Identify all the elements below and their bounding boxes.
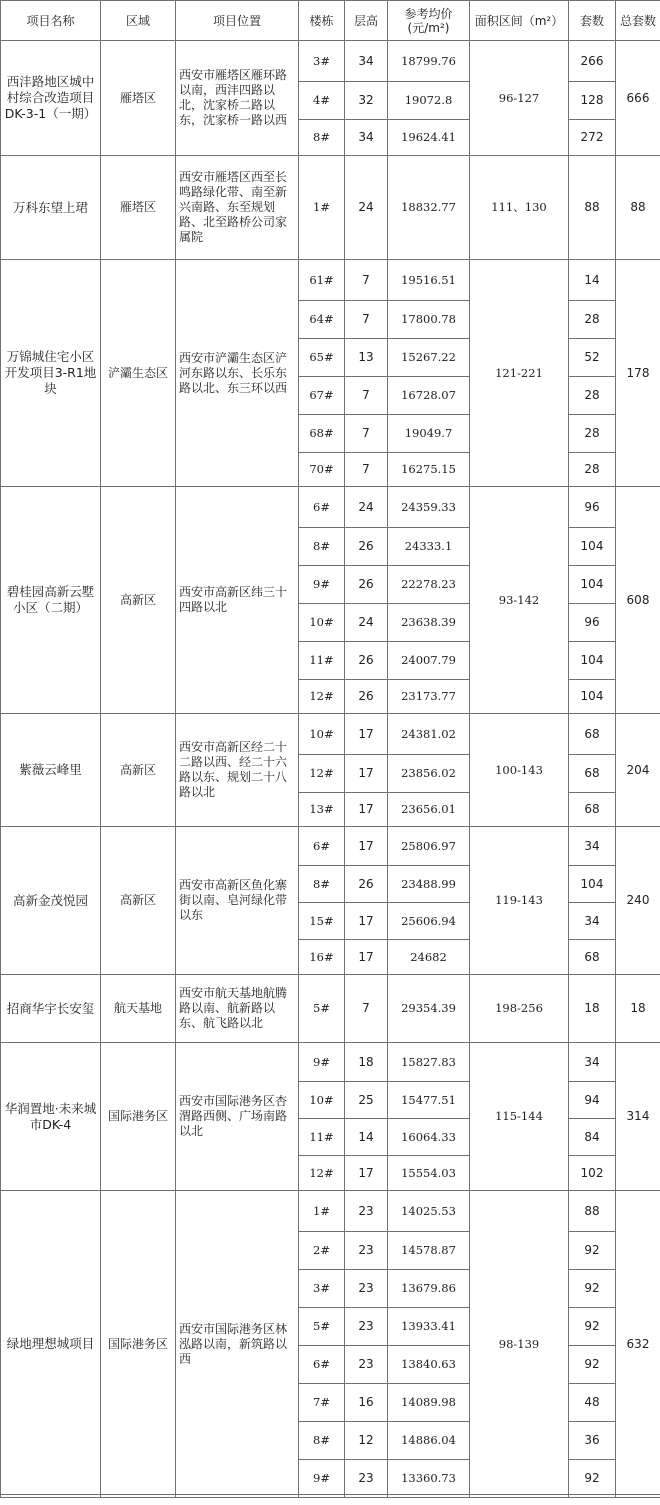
area-range-cell: 93-142: [470, 487, 569, 714]
price-cell: 17800.78: [388, 301, 470, 339]
price-cell: 13933.41: [388, 1308, 470, 1346]
price-cell: 15477.51: [388, 1082, 470, 1119]
floors-cell: 17: [345, 827, 388, 866]
price-cell: 16064.33: [388, 1119, 470, 1156]
price-cell: 19624.41: [388, 120, 470, 156]
building-cell: 8#: [299, 1422, 345, 1460]
table-row: [1, 1043, 660, 1082]
building-cell: 12#: [299, 1156, 345, 1191]
area-range-cell: 111、130: [470, 156, 569, 260]
floors-cell: 25: [345, 1082, 388, 1119]
building-cell: 3#: [299, 41, 345, 82]
floors-cell: 13: [345, 339, 388, 377]
header-units: 套数: [569, 1, 616, 41]
header-building: 楼栋: [299, 1, 345, 41]
price-cell: 16728.07: [388, 377, 470, 415]
building-cell: 12#: [299, 680, 345, 714]
price-cell: 24682: [388, 940, 470, 975]
area-range-cell: 100-143: [470, 714, 569, 827]
building-cell: 9#: [299, 1043, 345, 1082]
area-range-cell: 119-143: [470, 827, 569, 975]
table-row: [1, 487, 660, 528]
building-cell: 15#: [299, 903, 345, 940]
floors-cell: 7: [345, 453, 388, 487]
building-cell: 5#: [299, 1308, 345, 1346]
floors-cell: 17: [345, 793, 388, 827]
total-units-cell: 88: [616, 156, 660, 260]
floors-cell: 23: [345, 1346, 388, 1384]
price-cell: 23656.01: [388, 793, 470, 827]
header-district: 区域: [101, 1, 176, 41]
total-units-cell: 178: [616, 260, 660, 487]
price-cell: 23173.77: [388, 680, 470, 714]
area-range-cell: 198-256: [470, 975, 569, 1043]
units-cell: 92: [569, 1232, 616, 1270]
floors-cell: 23: [345, 1460, 388, 1498]
price-cell: 14578.87: [388, 1232, 470, 1270]
floors-cell: 17: [345, 903, 388, 940]
floors-cell: 14: [345, 1119, 388, 1156]
project-name-cell: 招商华宇长安玺: [1, 975, 101, 1043]
units-cell: 104: [569, 528, 616, 566]
building-cell: 3#: [299, 1270, 345, 1308]
price-cell: 13679.86: [388, 1270, 470, 1308]
building-cell: 13#: [299, 793, 345, 827]
units-cell: 68: [569, 793, 616, 827]
table-row: [1, 827, 660, 866]
building-cell: 6#: [299, 827, 345, 866]
project-name-cell: 紫薇云峰里: [1, 714, 101, 827]
district-cell: 高新区: [101, 487, 176, 714]
total-units-cell: 240: [616, 827, 660, 975]
project-name-cell: 华润置地·未来城市DK-4: [1, 1043, 101, 1191]
table-row: [1, 41, 660, 82]
building-cell: 61#: [299, 260, 345, 301]
floors-cell: 12: [345, 1422, 388, 1460]
units-cell: 96: [569, 487, 616, 528]
price-cell: 24007.79: [388, 642, 470, 680]
building-cell: 1#: [299, 156, 345, 260]
building-cell: 2#: [299, 1232, 345, 1270]
project-name-cell: 绿地理想城项目: [1, 1191, 101, 1498]
location-cell: 西安市国际港务区杏渭路西侧、广场南路以北: [176, 1043, 299, 1191]
building-cell: 68#: [299, 415, 345, 453]
floors-cell: 7: [345, 415, 388, 453]
building-cell: 7#: [299, 1384, 345, 1422]
building-cell: 1#: [299, 1191, 345, 1232]
units-cell: 104: [569, 680, 616, 714]
units-cell: 92: [569, 1270, 616, 1308]
table-body: [1, 1, 660, 1498]
price-cell: 22278.23: [388, 566, 470, 604]
area-range-cell: 121-221: [470, 260, 569, 487]
total-units-cell: 608: [616, 487, 660, 714]
location-cell: 西安市国际港务区林泓路以南，新筑路以西: [176, 1191, 299, 1498]
price-cell: 19049.7: [388, 415, 470, 453]
price-cell: 24359.33: [388, 487, 470, 528]
price-cell: 24333.1: [388, 528, 470, 566]
units-cell: 34: [569, 827, 616, 866]
units-cell: 88: [569, 1191, 616, 1232]
units-cell: 36: [569, 1422, 616, 1460]
floors-cell: 17: [345, 1156, 388, 1191]
district-cell: 雁塔区: [101, 41, 176, 156]
building-cell: 6#: [299, 487, 345, 528]
units-cell: 94: [569, 1082, 616, 1119]
table-row: [1, 260, 660, 301]
building-cell: 16#: [299, 940, 345, 975]
price-cell: 19516.51: [388, 260, 470, 301]
units-cell: 68: [569, 714, 616, 755]
units-cell: 104: [569, 642, 616, 680]
location-cell: 西安市高新区纬三十四路以北: [176, 487, 299, 714]
price-cell: 13840.63: [388, 1346, 470, 1384]
units-cell: 48: [569, 1384, 616, 1422]
project-name-cell: 高新金茂悦园: [1, 827, 101, 975]
floors-cell: 26: [345, 528, 388, 566]
building-cell: 70#: [299, 453, 345, 487]
units-cell: 92: [569, 1308, 616, 1346]
district-cell: 国际港务区: [101, 1043, 176, 1191]
location-cell: 西安市高新区鱼化寨街以南、皂河绿化带以东: [176, 827, 299, 975]
location-cell: 西安市高新区经二十二路以西、经二十六路以东、规划二十八路以北: [176, 714, 299, 827]
units-cell: 28: [569, 377, 616, 415]
price-cell: 29354.39: [388, 975, 470, 1043]
units-cell: 68: [569, 940, 616, 975]
header-price: [388, 1, 470, 41]
area-range-cell: 96-127: [470, 41, 569, 156]
building-cell: 64#: [299, 301, 345, 339]
project-name-cell: 碧桂园高新云墅小区（二期）: [1, 487, 101, 714]
units-cell: 92: [569, 1460, 616, 1498]
location-cell: 西安市雁塔区西至长鸣路绿化带、南至新兴南路、东至规划路、北至路桥公司家属院: [176, 156, 299, 260]
total-units-cell: 204: [616, 714, 660, 827]
units-cell: 104: [569, 866, 616, 903]
header-total: 总套数: [616, 1, 660, 41]
header-row: [1, 1, 660, 41]
location-cell: 西安市浐灞生态区浐河东路以东、长乐东路以北、东三环以西: [176, 260, 299, 487]
units-cell: 14: [569, 260, 616, 301]
price-cell: 14886.04: [388, 1422, 470, 1460]
building-cell: 10#: [299, 1082, 345, 1119]
floors-cell: 26: [345, 680, 388, 714]
floors-cell: 7: [345, 975, 388, 1043]
floors-cell: 17: [345, 714, 388, 755]
next-row-stub: [0, 1494, 660, 1505]
units-cell: 128: [569, 82, 616, 120]
price-cell: 13360.73: [388, 1460, 470, 1498]
units-cell: 102: [569, 1156, 616, 1191]
building-cell: 65#: [299, 339, 345, 377]
area-range-cell: 115-144: [470, 1043, 569, 1191]
units-cell: 18: [569, 975, 616, 1043]
units-cell: 92: [569, 1346, 616, 1384]
price-cell: 14089.98: [388, 1384, 470, 1422]
floors-cell: 17: [345, 755, 388, 793]
district-cell: 高新区: [101, 714, 176, 827]
building-cell: 10#: [299, 714, 345, 755]
building-cell: 8#: [299, 866, 345, 903]
area-range-cell: 98-139: [470, 1191, 569, 1498]
floors-cell: 24: [345, 156, 388, 260]
floors-cell: 18: [345, 1043, 388, 1082]
price-cell: 15554.03: [388, 1156, 470, 1191]
building-cell: 67#: [299, 377, 345, 415]
floors-cell: 23: [345, 1232, 388, 1270]
units-cell: 28: [569, 301, 616, 339]
floors-cell: 32: [345, 82, 388, 120]
floors-cell: 16: [345, 1384, 388, 1422]
table-row: [1, 975, 660, 1043]
district-cell: 国际港务区: [101, 1191, 176, 1498]
district-cell: 浐灞生态区: [101, 260, 176, 487]
floors-cell: 24: [345, 487, 388, 528]
floors-cell: 23: [345, 1270, 388, 1308]
floors-cell: 23: [345, 1308, 388, 1346]
header-price-line1: 参考均价: [404, 7, 452, 21]
floors-cell: 7: [345, 260, 388, 301]
header-price-line2: (元/m²): [408, 21, 450, 35]
floors-cell: 34: [345, 120, 388, 156]
table-row: [1, 156, 660, 260]
price-cell: 24381.02: [388, 714, 470, 755]
header-area: 面积区间（m²）: [470, 1, 569, 41]
price-cell: 23638.39: [388, 604, 470, 642]
units-cell: 88: [569, 156, 616, 260]
building-cell: 9#: [299, 1460, 345, 1498]
floors-cell: 34: [345, 41, 388, 82]
units-cell: 104: [569, 566, 616, 604]
project-name-cell: 万科东望上珺: [1, 156, 101, 260]
building-cell: 6#: [299, 1346, 345, 1384]
building-cell: 11#: [299, 642, 345, 680]
floors-cell: 7: [345, 301, 388, 339]
header-location: 项目位置: [176, 1, 299, 41]
units-cell: 266: [569, 41, 616, 82]
location-cell: 西安市雁塔区雁环路以南，西沣四路以北，沈家桥二路以东，沈家桥一路以西: [176, 41, 299, 156]
building-cell: 5#: [299, 975, 345, 1043]
building-cell: 11#: [299, 1119, 345, 1156]
units-cell: 84: [569, 1119, 616, 1156]
units-cell: 272: [569, 120, 616, 156]
price-cell: 25606.94: [388, 903, 470, 940]
district-cell: 航天基地: [101, 975, 176, 1043]
floors-cell: 26: [345, 642, 388, 680]
units-cell: 28: [569, 453, 616, 487]
building-cell: 4#: [299, 82, 345, 120]
project-name-cell: 西沣路地区城中村综合改造项目DK-3-1（一期）: [1, 41, 101, 156]
building-cell: 8#: [299, 120, 345, 156]
table-row: [1, 1191, 660, 1232]
floors-cell: 7: [345, 377, 388, 415]
building-cell: 10#: [299, 604, 345, 642]
building-cell: 9#: [299, 566, 345, 604]
total-units-cell: 18: [616, 975, 660, 1043]
price-cell: 23856.02: [388, 755, 470, 793]
district-cell: 高新区: [101, 827, 176, 975]
floors-cell: 23: [345, 1191, 388, 1232]
header-floors: 层高: [345, 1, 388, 41]
building-cell: 8#: [299, 528, 345, 566]
price-cell: 14025.53: [388, 1191, 470, 1232]
district-cell: 雁塔区: [101, 156, 176, 260]
price-cell: 23488.99: [388, 866, 470, 903]
units-cell: 34: [569, 903, 616, 940]
floors-cell: 24: [345, 604, 388, 642]
units-cell: 68: [569, 755, 616, 793]
price-cell: 15827.83: [388, 1043, 470, 1082]
units-cell: 34: [569, 1043, 616, 1082]
price-cell: 18799.76: [388, 41, 470, 82]
price-cell: 16275.15: [388, 453, 470, 487]
location-cell: 西安市航天基地航腾路以南、航新路以东、航飞路以北: [176, 975, 299, 1043]
project-name-cell: 万锦城住宅小区开发项目3-R1地块: [1, 260, 101, 487]
units-cell: 28: [569, 415, 616, 453]
floors-cell: 26: [345, 866, 388, 903]
total-units-cell: 314: [616, 1043, 660, 1191]
units-cell: 96: [569, 604, 616, 642]
table-row: [1, 714, 660, 755]
header-project: 项目名称: [1, 1, 101, 41]
total-units-cell: 632: [616, 1191, 660, 1498]
price-cell: 18832.77: [388, 156, 470, 260]
price-cell: 25806.97: [388, 827, 470, 866]
floors-cell: 17: [345, 940, 388, 975]
total-units-cell: 666: [616, 41, 660, 156]
price-cell: 19072.8: [388, 82, 470, 120]
price-cell: 15267.22: [388, 339, 470, 377]
units-cell: 52: [569, 339, 616, 377]
building-cell: 12#: [299, 755, 345, 793]
floors-cell: 26: [345, 566, 388, 604]
